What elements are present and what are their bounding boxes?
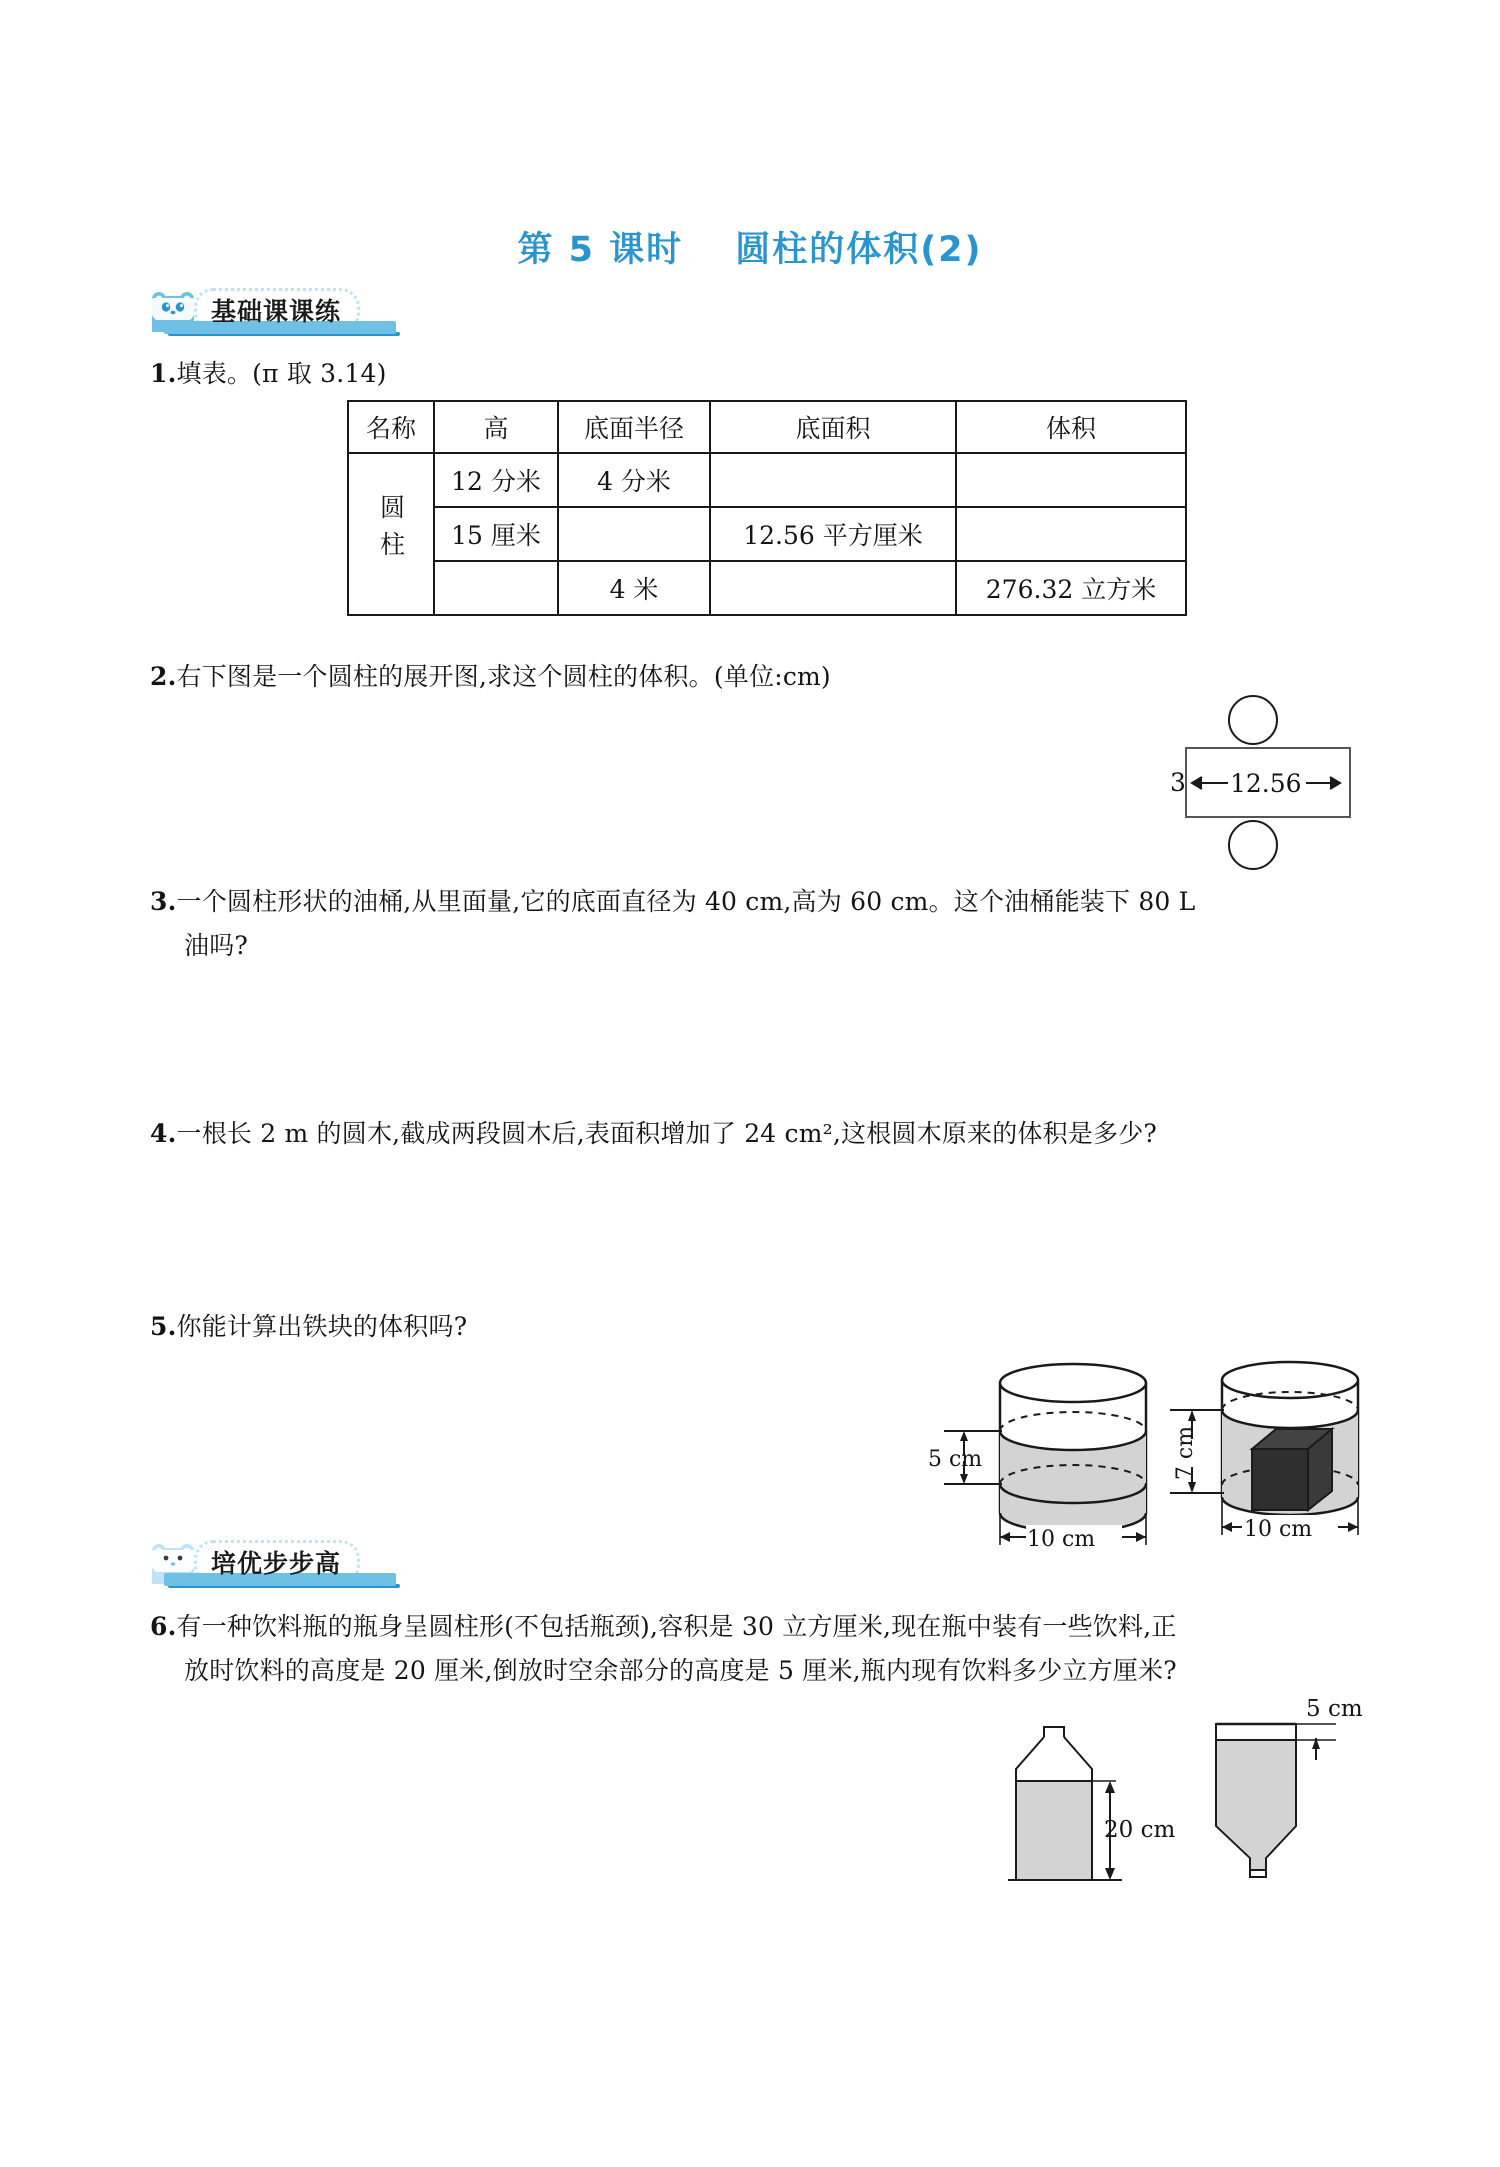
figure-bottle-upright [1000,1725,1190,1925]
badge-cloud [194,1540,360,1584]
left-cylinder-diameter-label: 10 cm [1027,1527,1096,1552]
table-header-radius: 底面半径 [558,401,710,453]
question-3 [150,880,1380,968]
question-6 [150,1605,1390,1693]
figure-unfolded-cylinder [1150,695,1370,870]
question-5-number: 5. [150,1312,177,1341]
question-1-text: 填表。(π 取 3.14) [176,359,387,388]
table-header-name: 名称 [348,401,434,453]
fill-in-table [347,400,1187,616]
table-row [348,507,1186,561]
figure-cylinder-with-block [1140,1345,1380,1570]
cell-volume-2[interactable] [956,507,1186,561]
cell-radius-2[interactable] [558,507,710,561]
cell-radius-3[interactable]: 4 米 [558,561,710,615]
table-header-base-area: 底面积 [710,401,956,453]
cell-volume-1[interactable] [956,453,1186,507]
cell-base-area-3[interactable] [710,561,956,615]
section-badge-basic [150,288,410,336]
right-cylinder-diameter-label: 10 cm [1244,1517,1313,1542]
cell-radius-1[interactable]: 4 分米 [558,453,710,507]
question-1 [150,352,387,396]
right-cylinder-depth-label: 7 cm [1173,1425,1198,1481]
page-title-main: 圆柱的体积(2) [735,230,983,270]
question-2 [150,655,831,699]
iron-block [1252,1429,1332,1510]
page-title-prefix: 第 5 课时 [517,230,684,270]
cell-height-3[interactable] [434,561,558,615]
table-row [348,561,1186,615]
question-1-number: 1. [150,359,177,388]
unfolded-height-label: 3 [1170,768,1186,797]
question-4-text: 一根长 2 m 的圆木,截成两段圆木后,表面积增加了 24 cm²,这根圆木原来的体积是多少? [176,1119,1158,1148]
question-3-line2: 油吗? [184,931,249,960]
cell-base-area-2[interactable]: 12.56 平方厘米 [710,507,956,561]
badge-cloud [194,288,360,332]
section-badge-label: 培优步步高 [211,1549,342,1578]
table-row-label-cell [348,453,434,615]
section-badge-advanced [150,1540,410,1588]
page-title [0,222,1500,272]
question-6-line2: 放时饮料的高度是 20 厘米,倒放时空余部分的高度是 5 厘米,瓶内现有饮料多少立方厘米? [184,1656,1177,1685]
question-5-text: 你能计算出铁块的体积吗? [176,1312,468,1341]
table-header-volume: 体积 [956,401,1186,453]
left-cylinder-depth-label: 5 cm [928,1447,983,1472]
question-4-number: 4. [150,1119,177,1148]
question-4 [150,1112,1390,1156]
figure-cylinder-water [930,1355,1170,1570]
question-2-number: 2. [150,662,177,691]
question-3-number: 3. [150,887,177,916]
table-row-label: 圆柱 [376,494,406,568]
cell-height-2[interactable]: 15 厘米 [434,507,558,561]
question-2-text: 右下图是一个圆柱的展开图,求这个圆柱的体积。(单位:cm) [176,662,831,691]
cell-height-1[interactable]: 12 分米 [434,453,558,507]
table-row [348,453,1186,507]
unfolded-width-label: 12.56 [1230,769,1302,798]
figure-bottle-inverted [1210,1696,1400,1928]
bottle-inverted-height-label: 5 cm [1306,1696,1363,1722]
table-header-height: 高 [434,401,558,453]
cell-base-area-1[interactable] [710,453,956,507]
section-badge-label: 基础课课练 [211,297,342,326]
table-header-row [348,401,1186,453]
question-6-number: 6. [150,1612,177,1641]
cell-volume-3[interactable]: 276.32 立方米 [956,561,1186,615]
question-6-line1: 有一种饮料瓶的瓶身呈圆柱形(不包括瓶颈),容积是 30 立方厘米,现在瓶中装有一些饮料,正 [176,1612,1177,1641]
bottle-upright-height-label: 20 cm [1104,1817,1176,1843]
question-5 [150,1305,467,1349]
question-3-line1: 一个圆柱形状的油桶,从里面量,它的底面直径为 40 cm,高为 60 cm。这个油桶能装下 80 L [176,887,1196,916]
